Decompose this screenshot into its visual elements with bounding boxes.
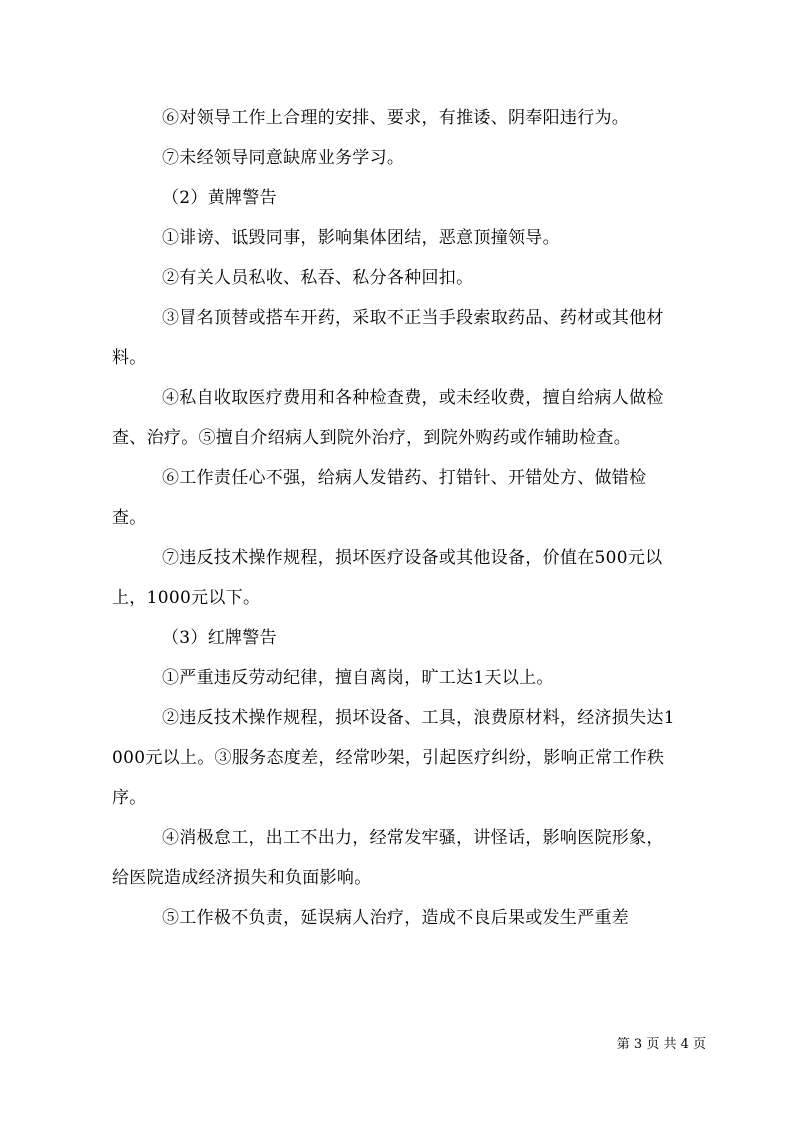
page-number-footer: 第 3 页 共 4 页 bbox=[616, 1037, 706, 1052]
paragraph-yellow-4-5: ④私自收取医疗费用和各种检查费，或未经收费，擅自给病人做检查、治疗。⑤擅自介绍病人到院外治疗，到院外购药或作辅助检查。 bbox=[112, 388, 664, 448]
paragraph-item-7-missed-study: ⑦未经领导同意缺席业务学习。 bbox=[162, 148, 405, 168]
paragraph-red-4: ④消极怠工，出工不出力，经常发牢骚，讲怪话，影响医院形象，给医院造成经济损失和负面影响。 bbox=[112, 828, 664, 888]
paragraph-red-5: ⑤工作极不负责，延误病人治疗，造成不良后果或发生严重差 bbox=[162, 908, 630, 928]
section-heading-yellow-card: （2）黄牌警告 bbox=[162, 188, 277, 208]
paragraph-yellow-2: ②有关人员私收、私吞、私分各种回扣。 bbox=[162, 268, 474, 288]
paragraph-yellow-7: ⑦违反技术操作规程，损坏医疗设备或其他设备，价值在500元以上，1000元以下。 bbox=[112, 548, 663, 608]
document-body bbox=[112, 98, 678, 938]
section-heading-red-card: （3）红牌警告 bbox=[162, 628, 277, 648]
paragraph-yellow-6: ⑥工作责任心不强，给病人发错药、打错针、开错处方、做错检查。 bbox=[112, 468, 647, 528]
paragraph-red-1: ①严重违反劳动纪律，擅自离岗，旷工达1天以上。 bbox=[162, 668, 554, 688]
paragraph-yellow-3: ③冒名顶替或搭车开药，采取不正当手段索取药品、药材或其他材料。 bbox=[112, 308, 664, 368]
paragraph-red-2-3: ②违反技术操作规程，损坏设备、工具，浪费原材料，经济损失达1000元以上。③服务态度差，经常吵架，引起医疗纠纷，影响正常工作秩序。 bbox=[112, 708, 675, 808]
paragraph-item-6-leader-arrangements: ⑥对领导工作上合理的安排、要求，有推诿、阴奉阳违行为。 bbox=[162, 108, 630, 128]
paragraph-yellow-1: ①诽谤、诋毁同事，影响集体团结，恶意顶撞领导。 bbox=[162, 228, 560, 248]
